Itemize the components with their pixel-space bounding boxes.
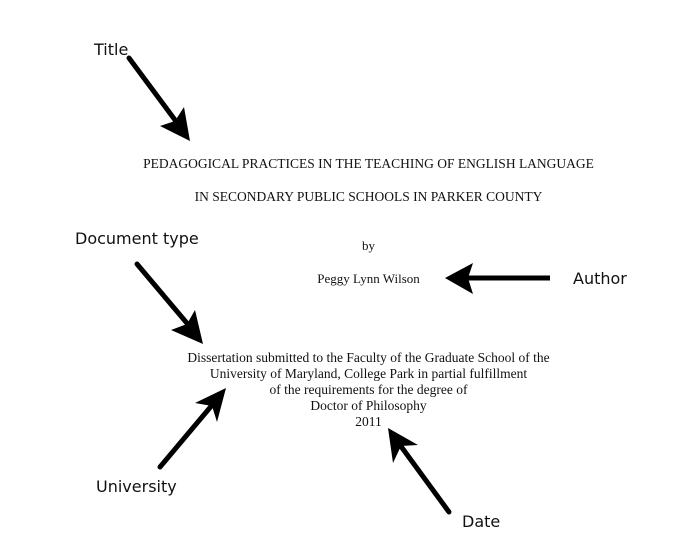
annotation-university-label: University — [96, 477, 177, 496]
arrow-icon — [160, 388, 226, 467]
document-degree: Doctor of Philosophy — [310, 398, 427, 413]
annotation-author-label: Author — [573, 269, 627, 288]
document-by: by — [362, 238, 375, 253]
annotation-title-label: Title — [94, 40, 129, 59]
document-statement-line-1: Dissertation submitted to the Faculty of the Graduate School of the — [187, 350, 550, 365]
arrow-icon — [388, 428, 449, 512]
document-title-line-1: PEDAGOGICAL PRACTICES IN THE TEACHING OF ENGLISH LANGUAGE — [143, 156, 594, 171]
document-author: Peggy Lynn Wilson — [317, 271, 420, 286]
arrow-icon — [129, 58, 190, 141]
document-date: 2011 — [355, 414, 382, 429]
annotation-document-type-label: Document type — [75, 229, 199, 248]
document-title-line-2: IN SECONDARY PUBLIC SCHOOLS IN PARKER COUNTY — [194, 189, 543, 204]
arrow-icon — [445, 263, 550, 294]
document-statement-line-3: of the requirements for the degree of — [269, 382, 468, 397]
annotation-date-label: Date — [462, 512, 501, 531]
arrow-icon — [137, 264, 203, 344]
document-statement-line-2: University of Maryland, College Park in partial fulfillment — [209, 366, 528, 381]
